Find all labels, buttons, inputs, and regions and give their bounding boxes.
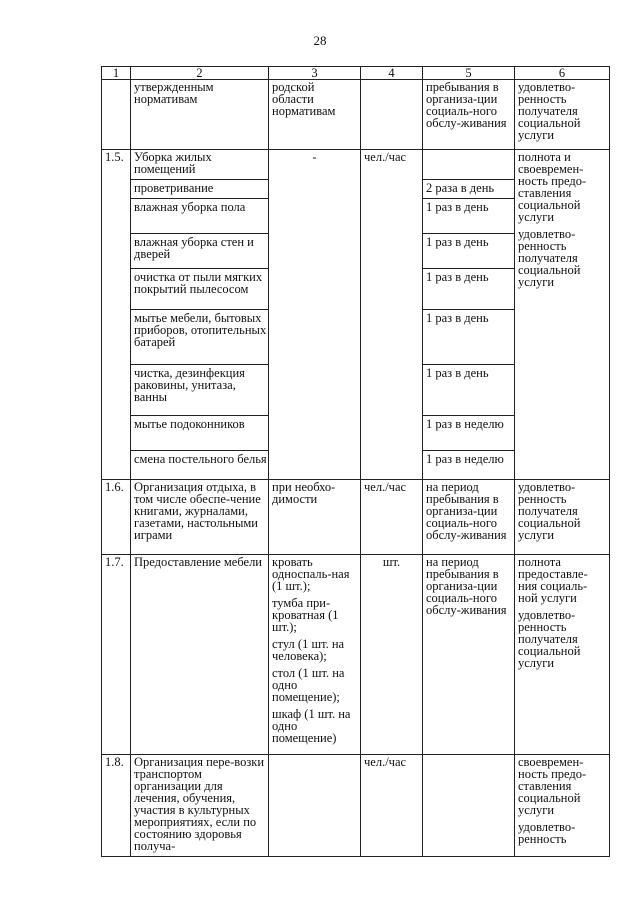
cell-period: на период пребывания в организа-ции социаль-ного обслу-живания [423, 480, 515, 555]
cell-unit: чел./час [361, 150, 423, 480]
list-item-frequency: 1 раз в неделю [423, 415, 514, 447]
furniture-item: кровать односпаль-ная (1 шт.); [272, 555, 350, 593]
list-item-frequency: 1 раз в день [423, 198, 514, 230]
header-cell: 4 [361, 67, 423, 80]
cell-criteria [515, 755, 610, 857]
cell-period [423, 150, 515, 480]
header-cell: 3 [269, 67, 361, 80]
list-item: чистка, дезинфекция раковины, унитаза, ванны [131, 364, 268, 412]
cell-service: Предоставление мебели [131, 555, 269, 755]
criteria-satisfaction: удовлетво-ренность получателя социальной услуги [518, 227, 581, 289]
criteria-completeness: полнота предоставле-ния социаль-ной услуги [518, 555, 588, 605]
table-row-continued [102, 80, 610, 150]
list-item: мытье подоконников [131, 415, 268, 447]
cell-service [131, 150, 269, 480]
cell-service: утвержденным нормативам [131, 80, 269, 150]
cell-period [423, 755, 515, 857]
list-item-frequency: 1 раз в день [423, 268, 514, 306]
cell-condition: родской области нормативам [269, 80, 361, 150]
table-row-1-7 [102, 555, 610, 755]
criteria-timeliness: своевремен-ность предо-ставления социальной услуги [518, 755, 587, 817]
list-item-frequency: 2 раза в день [423, 179, 514, 195]
cell-condition [269, 755, 361, 857]
table-row-1-5 [102, 150, 610, 480]
list-item-frequency: 1 раз в день [423, 309, 514, 361]
list-item-frequency: 1 раз в день [423, 233, 514, 265]
cell-unit: шт. [361, 555, 423, 755]
page-number: 28 [313, 33, 327, 48]
list-item-frequency: 1 раз в день [423, 364, 514, 412]
services-table [101, 66, 610, 857]
cell-criteria: удовлетво-ренность получателя социальной услуги [515, 80, 610, 150]
furniture-item: стул (1 шт. на человека); [272, 637, 345, 663]
table-row-1-6 [102, 480, 610, 555]
list-item: смена постельного белья [131, 450, 268, 478]
cell-num [102, 80, 131, 150]
header-cell: 2 [131, 67, 269, 80]
cell-num: 1.5. [102, 150, 131, 480]
furniture-item: стол (1 шт. на одно помещение); [272, 666, 345, 704]
cell-unit: чел./час [361, 480, 423, 555]
list-item: очистка от пыли мягких покрытий пылесосом [131, 268, 268, 306]
cell-unit: чел./час [361, 755, 423, 857]
header-cell: 6 [515, 67, 610, 80]
cell-criteria [515, 150, 610, 480]
table-header-row [102, 67, 610, 80]
list-item: влажная уборка пола [131, 198, 268, 230]
cell-condition: при необхо-димости [269, 480, 361, 555]
cell-condition [269, 555, 361, 755]
cell-service: Организация пере-возки транспортом организации для лечения, обучения, участия в культурных мероприятиях, если по состоянию здоровья получа- [131, 755, 269, 857]
header-cell: 5 [423, 67, 515, 80]
list-item: мытье мебели, бытовых приборов, отопительных батарей [131, 309, 268, 361]
cell-num: 1.6. [102, 480, 131, 555]
cell-num: 1.7. [102, 555, 131, 755]
service-title: Уборка жилых помещений [134, 150, 212, 176]
furniture-item: шкаф (1 шт. на одно помещение) [272, 707, 351, 745]
list-item: влажная уборка стен и дверей [131, 233, 268, 265]
cell-num: 1.8. [102, 755, 131, 857]
cell-criteria [515, 555, 610, 755]
cell-unit [361, 80, 423, 150]
list-item: проветривание [131, 179, 268, 195]
table-row-1-8 [102, 755, 610, 857]
criteria-completeness: полнота и своевремен-ность предо-ставления социальной услуги [518, 150, 587, 224]
cell-period: на период пребывания в организа-ции социаль-ного обслу-живания [423, 555, 515, 755]
cell-period: пребывания в организа-ции социаль-ного обслу-живания [423, 80, 515, 150]
furniture-item: тумба при-кроватная (1 шт.); [272, 596, 339, 634]
cell-service: Организация отдыха, в том числе обеспе-чение книгами, журналами, газетами, настольными играми [131, 480, 269, 555]
list-item-frequency: 1 раз в неделю [423, 450, 514, 478]
criteria-satisfaction: удовлетво-ренность [518, 820, 576, 846]
cell-criteria: удовлетво-ренность получателя социальной услуги [515, 480, 610, 555]
criteria-satisfaction: удовлетво-ренность получателя социальной услуги [518, 608, 581, 670]
header-cell: 1 [102, 67, 131, 80]
cell-condition: - [269, 150, 361, 480]
